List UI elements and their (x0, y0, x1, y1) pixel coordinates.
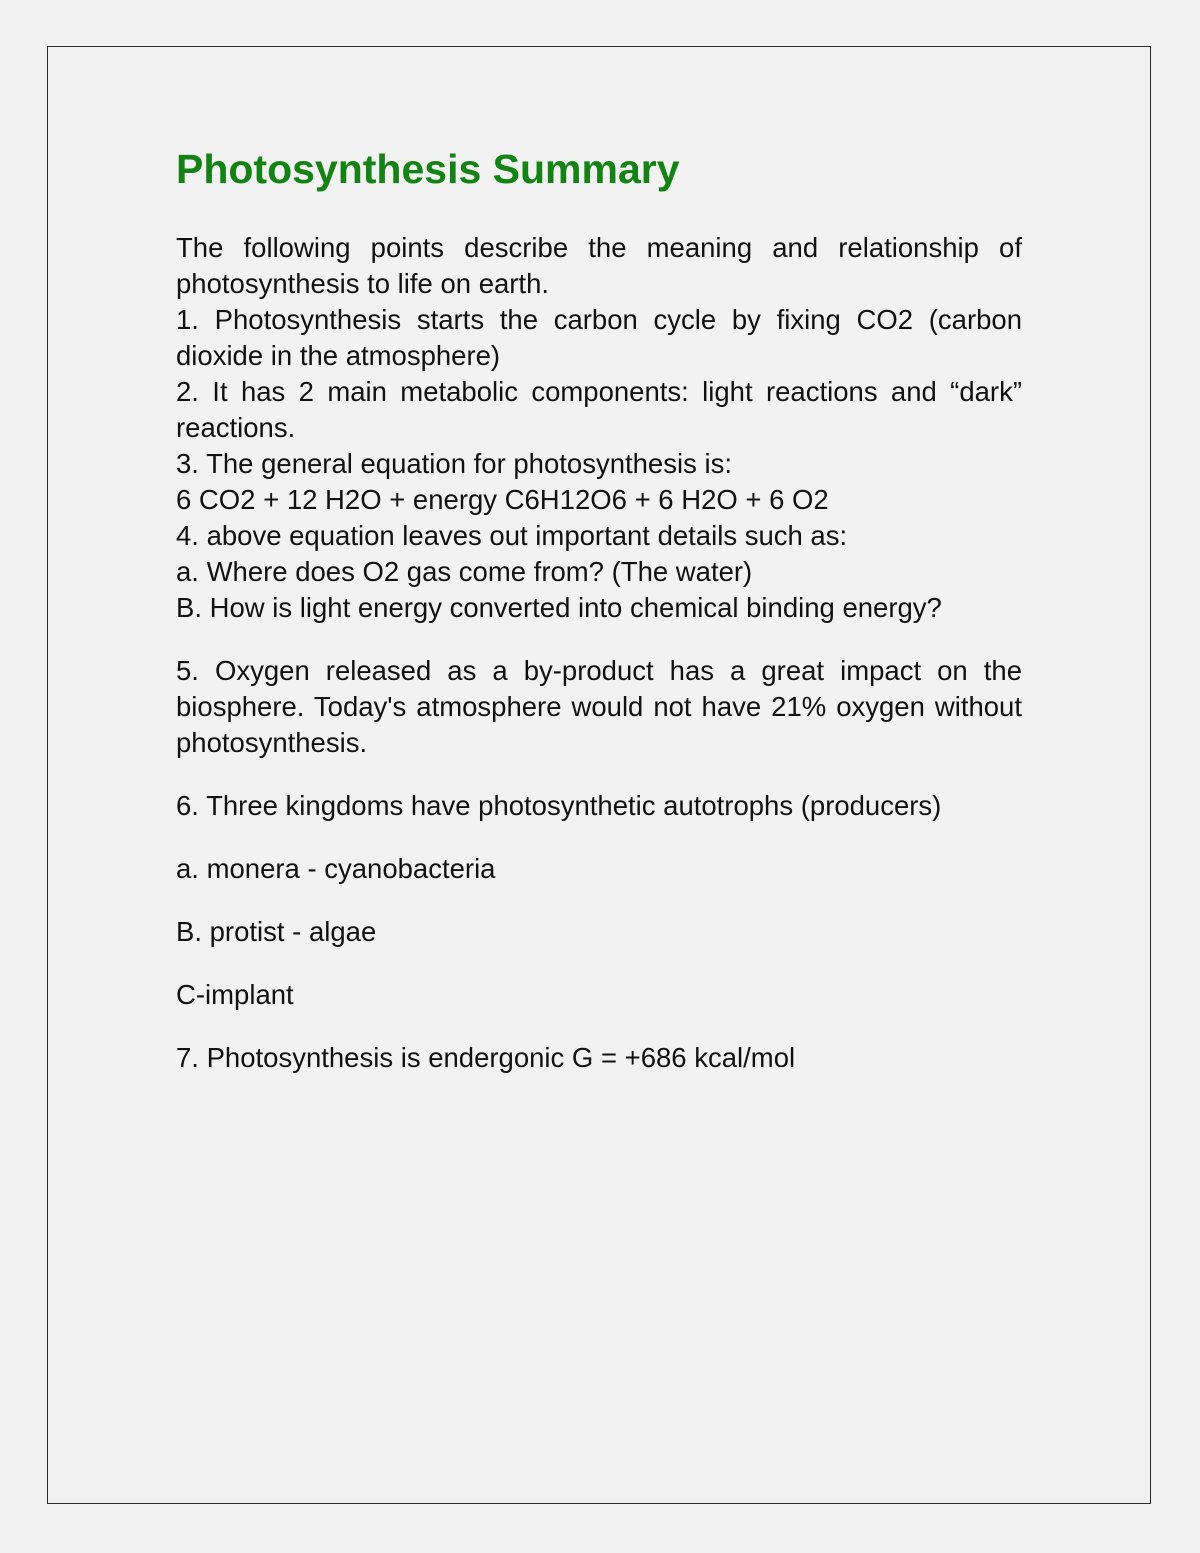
equation-line: 6 CO2 + 12 H2O + energy C6H12O6 + 6 H2O + 6 O2 (176, 484, 829, 515)
point-6a: a. monera - cyanobacteria (176, 853, 496, 884)
point-4a: a. Where does O2 gas come from? (The water) (176, 556, 753, 587)
point-2: 2. It has 2 main metabolic components: light reactions and “dark” reactions. (176, 376, 1022, 443)
point-3: 3. The general equation for photosynthesis is: (176, 448, 732, 479)
point-6: 6. Three kingdoms have photosynthetic autotrophs (producers) (176, 790, 942, 821)
point-1: 1. Photosynthesis starts the carbon cycle by fixing CO2 (carbon dioxide in the atmosphere) (176, 304, 1022, 371)
document-body (176, 230, 1022, 1076)
point-6b: B. protist - algae (176, 916, 377, 947)
intro-paragraph: The following points describe the meaning and relationship of photosynthesis to life on earth. (176, 232, 1022, 299)
point-7: 7. Photosynthesis is endergonic G = +686 kcal/mol (176, 1042, 796, 1073)
point-4: 4. above equation leaves out important details such as: (176, 520, 848, 551)
point-6c: C-implant (176, 979, 294, 1010)
point-4b: B. How is light energy converted into chemical binding energy? (176, 592, 942, 623)
document-content (176, 143, 1022, 1076)
document-title: Photosynthesis Summary (176, 146, 680, 192)
point-5: 5. Oxygen released as a by-product has a great impact on the biosphere. Today's atmosphere would not have 21% oxygen without photosynthesis. (176, 655, 1022, 758)
